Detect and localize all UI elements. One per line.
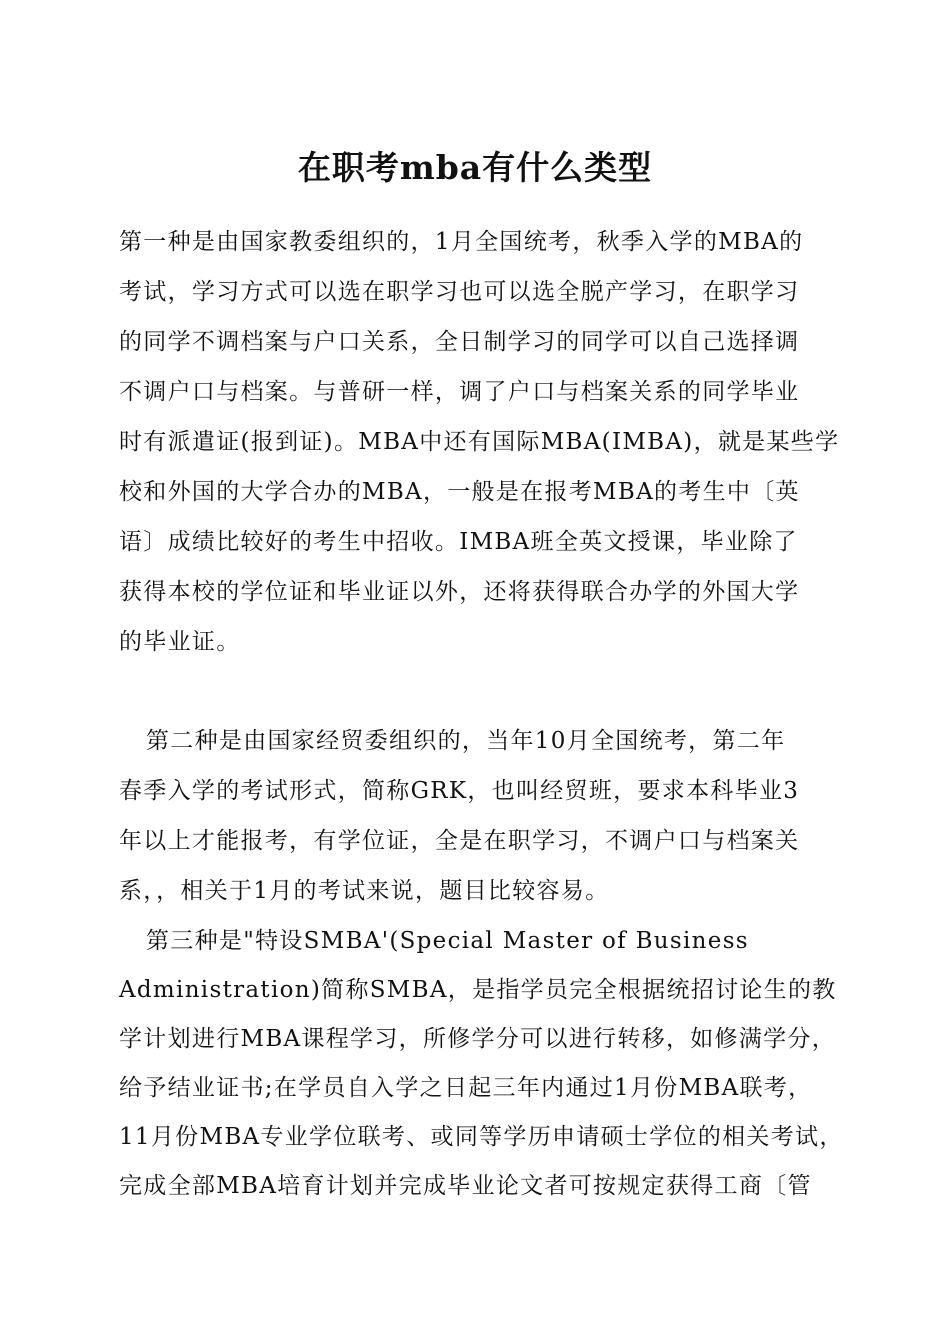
paragraph-3-line-6: 完成全部MBA培育计划并完成毕业论文者可按规定获得工商〔管 — [119, 1173, 812, 1199]
paragraph-3-line-2: Administration)简称SMBA，是指学员完全根据统招讨论生的教 — [119, 977, 837, 1003]
paragraph-2-line-4: 系，，相关于1月的考试来说，题目比较容易。 — [119, 878, 610, 904]
paragraph-1-line-9: 的毕业证。 — [119, 629, 241, 655]
paragraph-3-line-5: 11月份MBA专业学位联考、或同等学历申请硕士学位的相关考试， — [119, 1124, 844, 1150]
paragraph-1-line-3: 的同学不调档案与户口关系，全日制学习的同学可以自己选择调 — [119, 329, 800, 355]
paragraph-3-line-3: 学计划进行MBA课程学习，所修学分可以进行转移，如修满学分， — [119, 1026, 837, 1052]
paragraph-3-line-1: 第三种是"特设SMBA'(Special Master of Business — [146, 928, 749, 954]
paragraph-1-line-5: 时有派遣证(报到证)。MBA中还有国际MBA(IMBA)，就是某些学 — [119, 429, 840, 455]
paragraph-1-line-4: 不调户口与档案。与普研一样，调了户口与档案关系的同学毕业 — [119, 379, 800, 405]
paragraph-1-line-8: 获得本校的学位证和毕业证以外，还将获得联合办学的外国大学 — [119, 579, 800, 605]
paragraph-1-line-1: 第一种是由国家教委组织的，1月全国统考，秋季入学的MBA的 — [119, 229, 804, 255]
paragraph-1-line-2: 考试，学习方式可以选在职学习也可以选全脱产学习，在职学习 — [119, 279, 800, 305]
paragraph-2-line-2: 春季入学的考试形式，简称GRK，也叫经贸班，要求本科毕业3 — [119, 778, 800, 804]
paragraph-1-line-7: 语〕成绩比较好的考生中招收。IMBA班全英文授课，毕业除了 — [119, 529, 798, 555]
paragraph-3-line-4: 给予结业证书;在学员自入学之日起三年内通过1月份MBA联考， — [119, 1075, 813, 1101]
paragraph-2-line-1: 第二种是由国家经贸委组织的，当年10月全国统考，第二年 — [146, 728, 786, 754]
paragraph-2-line-3: 年以上才能报考，有学位证，全是在职学习，不调户口与档案关 — [119, 828, 800, 854]
paragraph-1-line-6: 校和外国的大学合办的MBA，一般是在报考MBA的考生中〔英 — [119, 479, 800, 505]
document-title: 在职考mba有什么类型 — [297, 148, 653, 187]
